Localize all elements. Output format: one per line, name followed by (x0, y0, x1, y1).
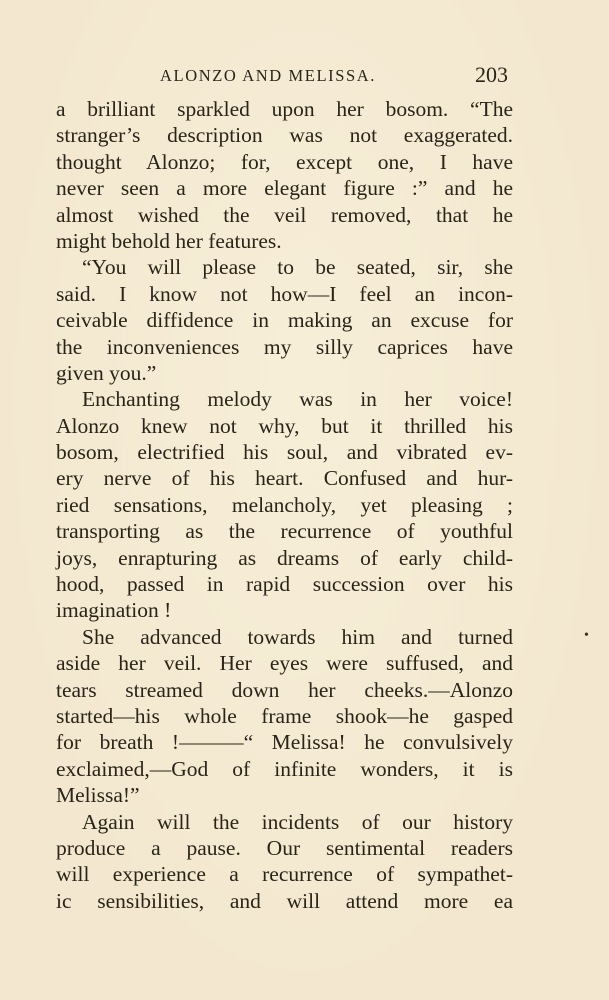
running-head (56, 64, 512, 90)
text-line: Alonzo knew not why, but it thrilled his (56, 413, 513, 438)
text-line: tears streamed down her cheeks.—Alonzo (56, 677, 513, 702)
text-line: started—his whole frame shook—he gasped (56, 703, 513, 728)
text-line: might behold her features. (56, 228, 282, 253)
text-line: Enchanting melody was in her voice! (82, 387, 513, 412)
text-line: Again will the incidents of our history (82, 809, 513, 834)
text-line: stranger’s description was not exaggerated. (56, 123, 513, 148)
text-line: ried sensations, melancholy, yet pleasing ; (56, 492, 513, 517)
text-line: hood, passed in rapid succession over his (56, 572, 513, 597)
text-line: transporting as the recurrence of youthful (56, 519, 513, 544)
text-line: said. I know not how—I feel an incon- (56, 281, 513, 306)
page-number: 203 (475, 62, 508, 87)
text-line: imagination ! (56, 598, 172, 623)
text-line: the inconveniences my silly caprices have (56, 334, 513, 359)
text-line: She advanced towards him and turned (82, 624, 513, 649)
text-line: produce a pause. Our sentimental readers (56, 835, 513, 860)
text-line: ery nerve of his heart. Confused and hur- (56, 466, 513, 491)
text-line: thought Alonzo; for, except one, I have (56, 149, 513, 174)
running-title: ALONZO AND MELISSA. (160, 66, 377, 85)
ink-speck: • (584, 628, 589, 643)
text-line: for breath !———“ Melissa! he convulsively (56, 730, 513, 755)
text-line: almost wished the veil removed, that he (56, 202, 513, 227)
text-line: never seen a more elegant figure :” and he (56, 176, 513, 201)
text-line: given you.” (56, 360, 157, 385)
text-line: ceivable diffidence in making an excuse for (56, 308, 513, 333)
text-line: aside her veil. Her eyes were suffused, and (56, 651, 513, 676)
body-text (56, 96, 513, 914)
text-line: a brilliant sparkled upon her bosom. “The (56, 97, 513, 121)
text-line: “You will please to be seated, sir, she (82, 255, 513, 280)
text-line: exclaimed,—God of infinite wonders, it is (56, 756, 513, 781)
text-line: joys, enrapturing as dreams of early child- (56, 545, 513, 570)
text-line: will experience a recurrence of sympathet- (56, 862, 513, 887)
text-line: bosom, electrified his soul, and vibrated ev- (56, 440, 513, 465)
text-line: ic sensibilities, and will attend more ea (56, 888, 513, 913)
text-line: Melissa!” (56, 783, 140, 808)
